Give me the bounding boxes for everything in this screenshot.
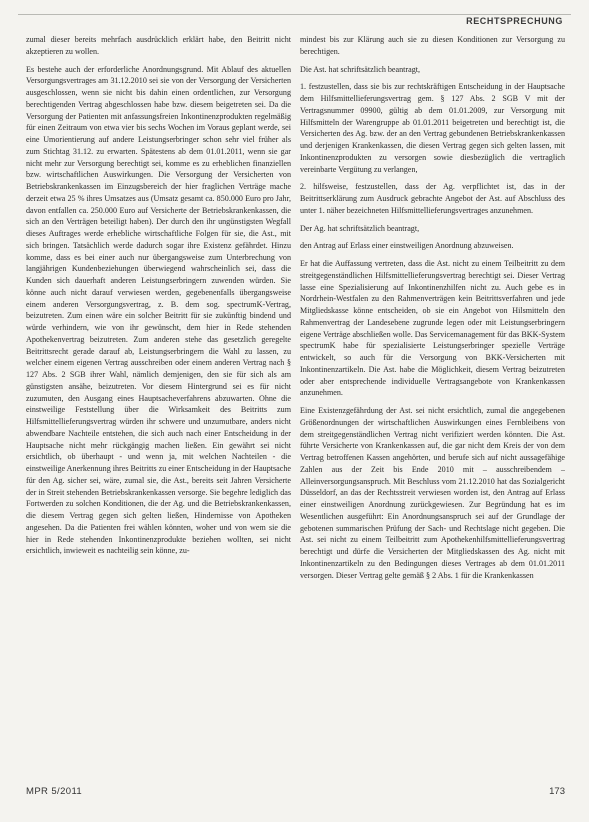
page-footer xyxy=(26,786,565,800)
paragraph: 2. hilfsweise, festzustellen, dass der Ag. verpflichtet ist, das in der Beitrittserklärung zum Ausdruck gebrachte Angebot der Ast. auf Abschluss des unter 1. näher bezeichneten Hilfsmittellieferungsvertrages anzunehmen. xyxy=(300,182,565,215)
paragraph: den Antrag auf Erlass einer einstweiligen Anordnung abzuweisen. xyxy=(300,241,514,251)
paragraph: Die Ast. hat schriftsätzlich beantragt, xyxy=(300,64,421,74)
paragraph: Eine Existenzgefährdung der Ast. sei nicht ersichtlich, zumal die angegebenen Größenordnungen der wirtschaftlichen Auswirkungen eines Fernbleibens von dem streitgegenständlichen Vertrag nicht verifiziert werden könnten. Die Ast. führte Versicherte von Krankenkassen auf, die gar nicht dem Kreis der von dem Vertrag betroffenen Kassen angehörten, und berufe sich auf nicht aussagefähige Zahlen aus der Zeit bis Ende 2010 mit – ausschreibendem – Alleinversorgungsanspruch. Mit Beschluss vom 21.12.2010 hat das Sozialgericht Düsseldorf, an das der Rechtsstreit verwiesen worden ist, den Antrag auf Erlass einer einstweiligen Anordnung zurückgewiesen. Zur Begründung hat es im Wesentlichen ausgeführt: Ein Anordnungsanspruch sei auf der Grundlage der gebotenen summarischen Prüfung der Sach- und Rechtslage nicht gegeben. Die Ast. sei nicht zu einem Teilbeitritt zum Apothekenhilfsmittellieferungsvertrag berechtigt und dürfe die Versicherten der Mitgliedskassen des Ag. nicht mit Inkontinenzartikeln zu den Bedingungen dieses Vertrages ab dem 01.01.2011 versorgen. Dieser Vertrag gelte gemäß § 2 Abs. 1 für die Krankenkassen xyxy=(300,406,565,580)
left-column xyxy=(26,34,291,774)
paragraph: mindest bis zur Klärung auch sie zu diesen Konditionen zur Versorgung zu berechtigen. xyxy=(300,35,565,56)
journal-issue: MPR 5/2011 xyxy=(26,786,83,797)
header-rule xyxy=(18,14,571,15)
paragraph: 1. festzustellen, dass sie bis zur rechtskräftigen Entscheidung in der Hauptsache dem Hilfsmittellieferungsvertrag gem. § 127 Abs. 2 SGB V mit der Vertragsnummer 09900, gültig ab dem 01.01.2009, zur Versorgung mit Hilfsmitteln der Warengruppe ab 01.01.2011 beigetreten und berechtigt ist, die Versicherten des Ag. bzw. der an den Vertrag gebundenen Betriebskrankenkassen und derjenigen Krankenkassen, die diesen Vertrag gegen sich gelten lassen, mit Inkontinenzprodukten zu versorgen sowie diesbezüglich die vertraglich vereinbarte Vergütung zu verlangen, xyxy=(300,82,565,174)
paragraph: Es bestehe auch der erforderliche Anordnungsgrund. Mit Ablauf des aktuellen Versorgungsvertrages am 31.12.2010 sei sie von der Versorgung der Versicherten ausgeschlossen, wenn sie nicht bis dahin einen ordentlichen, zur Versorgung berechtigenden Vertrag abgeschlossen habe bzw. diesem beigetreten sei. Da die Versorgung der Patienten mit anfassungsfreien Inkontinenzprodukten regelmäßig für einen Zeitraum von etwa vier bis sechs Wochen im Voraus geplant werde, sei eine Umorientierung auf andere Leistungserbringer schon sehr viel früher als zum Stichtag 31.12. zu erwarten. Spätestens ab dem 01.01.2011, wenn sie gar nicht mehr zur Versorgung berechtigt sei, komme es zu erheblichen finanziellen bzw. wirtschaftlichen Auswirkungen. Die Versorgung der Versicherten von Betriebskrankenkassen im Einzugsbereich der hier fraglichen Verträge mache derzeit etwa 25 % ihres Umsatzes aus (Umsatz gesamt ca. 850.000 Euro pro Jahr, davon entfallen ca. 250.000 Euro auf Versicherte der Betriebskrankenkassen, die sich an den Verträgen beteiligt haben). Der durch den ihr ungünstigsten Wegfall dieses Auftrages werde erhebliche wirtschaftliche Folgen für sie, die Ast., mit sich bringen. Tatsächlich werde dadurch sogar ihre Existenz gefährdet. Hinzu komme, dass es bei einer auch nur übergangsweise zum Unterbrechung von langjährigen Kundenbeziehungen überwiegend wahrscheinlich sei, dass die Kunden sich dauerhaft anderen Leistungserbringern zuwenden würden. Sie könne auch nicht darauf verwiesen werden, gegebenenfalls übergangsweise einem anderen Versorgungsvertrag, z. B. dem sog. spectrumK-Vertrag, beizutreten. Zum einen wäre ein solcher Beitritt für sie zukünftig bindend und würde verhindern, wie von ihr gewünscht, dem hier in Rede stehenden Apothekenvertrag beizutreten. Zum anderen stehe das gesetzlich geregelte Beitrittsrecht gerade darauf ab, Leistungserbringern die Wahl zu lassen, zu welcher einem eigenen Vertrag ausschreiben oder einem anderen Vertrag nach § 127 Abs. 2 SGB ihrer Wahl, nämlich demjenigen, den sie für sich als am günstigsten ansähe, beizutreten. Vor diesem Hintergrund sei es für nicht zuzumuten, den Ausgang eines Hauptsacheverfahrens abzuwarten. Ohne die einstweilige Feststellung über die Wirksamkeit des Beitritts zum Hilfsmittellieferungsvertrag würden ihr schwere und unzumutbare, anders nicht abwendbare Nachteile entstehen, die sich auch nach einer Entscheidung in der Hauptsache nicht mehr rückgängig machen ließen. Ein gewährt sei nicht ersichtlich, ob überhaupt - und wenn ja, mit welchen Nachteilen - die einstweilige Anerkennung ihres Beitritts zu einer Entscheidung in der Hauptsache für den Ag. sicher sei, wäre, zumal sie, die Ast., bereits seit Jahren Versicherte der in Streit stehenden Betriebskrankenkassen versorge. Sie begehre lediglich das Fortwerden zu solchen Konditionen, die der Ag. und die Betriebskrankenkassen, die diesem Vertrag gegen sich gelten ließen, Hindernisse von Apotheken angesehen. Da die Patienten frei wählen könnten, woher und von wem sie die hier in Rede stehenden Inkontinenzprodukte beziehen wollten, sei nicht ersichtlich, inwieweit es nachteilig sein könne, zu- xyxy=(26,64,291,556)
paragraph: Der Ag. hat schriftsätzlich beantragt, xyxy=(300,223,420,233)
paragraph: zumal dieser bereits mehrfach ausdrücklich erklärt habe, den Beitritt nicht akzeptieren zu wollen. xyxy=(26,35,291,56)
right-column xyxy=(300,34,565,774)
page-number: 173 xyxy=(549,786,565,797)
paragraph: Er hat die Auffassung vertreten, dass die Ast. nicht zu einem Teilbeitritt zu dem streitgegenständlichen Hilfsmittellieferungsvertrag berechtigt sei. Dieser Vertrag lasse eine Spezialisierung auf Inkontinenzhilfen nicht zu. Auch gebe es in Nordrhein-Westfalen zu den Rahmenverträgen kein Beitrittsverfahren und jede Mitgliedskasse könne entscheiden, ob sie ein Angebot von Hilsmitteln den Rahmenvertrag der Landesebene zugrunde legen oder mit Leistungserbringern eigene Verträge abschließen wolle. Das Servicemanagement für das BKK-System spectrumK habe für spezialisierte Leistungserbringer spezielle Verträge entwickelt, so auch für die Versorgung von BKK-Versicherten mit Inkontinenzartikeln. Die Ast. habe die Möglichkeit, diesem Vertrag beizutreten oder aber entsprechende individuelle Vertragsangebote von Krankenkassen anzunehmen. xyxy=(300,259,565,398)
section-rubric: RECHTSPRECHUNG xyxy=(466,16,563,26)
